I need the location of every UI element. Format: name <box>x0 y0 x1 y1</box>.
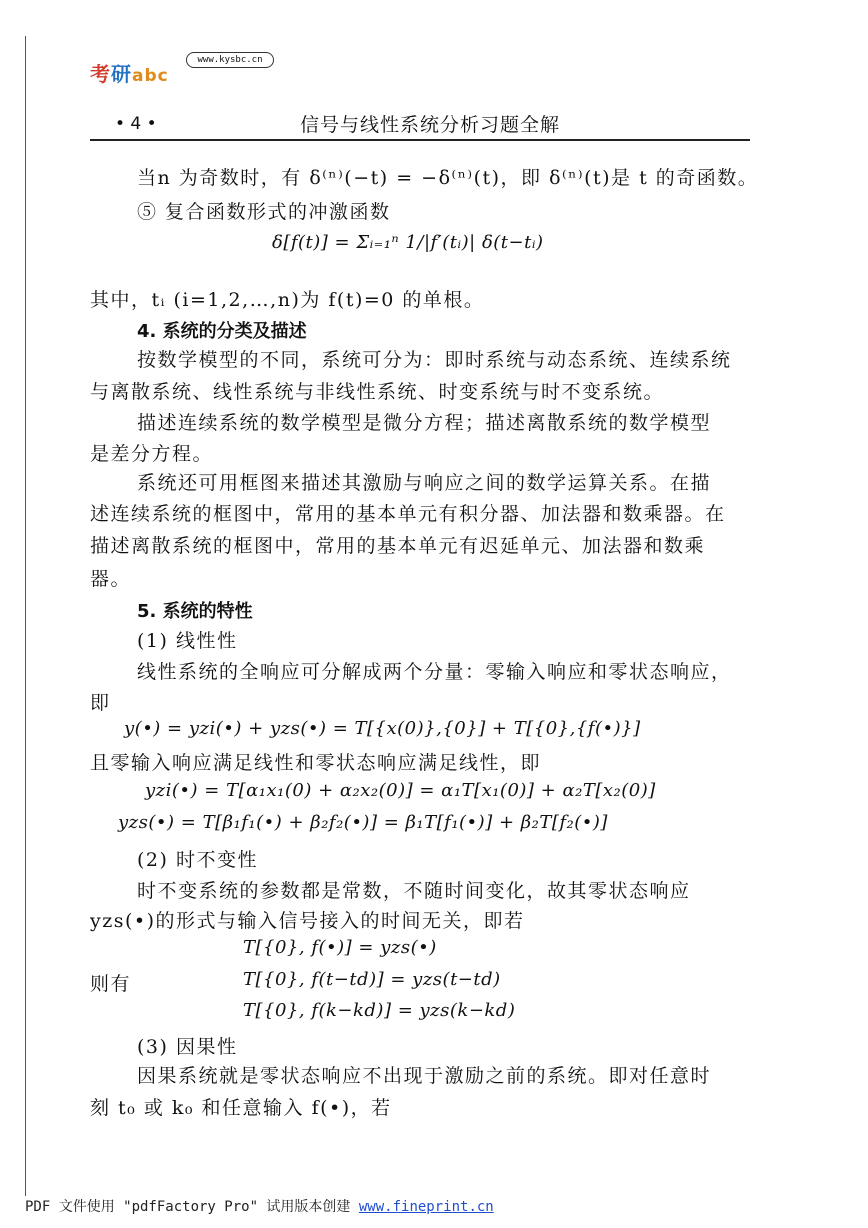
formula-line: yzs(•) = T[β₁f₁(•) + β₂f₂(•)] = β₁T[f₁(•)] + β₂T[f₂(•)] <box>118 812 608 833</box>
text-line: 其中，tᵢ (i=1,2,…,n)为 f(t)=0 的单根。 <box>90 289 485 311</box>
section-heading: 5. 系统的特性 <box>137 601 253 622</box>
section-heading: 4. 系统的分类及描述 <box>137 321 307 342</box>
logo-char-2: 研 <box>111 62 132 86</box>
text-line: 与离散系统、线性系统与非线性系统、时变系统与时不变系统。 <box>90 381 665 403</box>
text-line: 按数学模型的不同，系统可分为：即时系统与动态系统、连续系统 <box>137 349 732 371</box>
text-line: 当n 为奇数时，有 δ⁽ⁿ⁾(−t) = −δ⁽ⁿ⁾(t)，即 δ⁽ⁿ⁾(t)是 t 的奇函数。 <box>137 167 759 189</box>
text-line: 是差分方程。 <box>90 443 214 465</box>
text-line: 因果系统就是零状态响应不出现于激励之前的系统。即对任意时 <box>137 1065 712 1087</box>
left-margin-rule <box>25 36 26 1196</box>
logo-char-1: 考 <box>90 62 111 86</box>
subsection-heading: (3) 因果性 <box>137 1036 238 1058</box>
formula-line: T[{0}, f(k−kd)] = yzs(k−kd) <box>243 1000 516 1021</box>
text-line: 描述连续系统的数学模型是微分方程；描述离散系统的数学模型 <box>137 412 712 434</box>
formula-line: y(•) = yzi(•) + yzs(•) = T[{x(0)},{0}] + T[{0},{f(•)}] <box>124 718 641 739</box>
url-badge[interactable]: www.kysbc.cn <box>186 52 274 68</box>
text-line: 时不变系统的参数都是常数，不随时间变化，故其零状态响应 <box>137 880 691 902</box>
text-line: 且零输入响应满足线性和零状态响应满足线性，即 <box>90 752 542 774</box>
running-title: 信号与线性系统分析习题全解 <box>300 114 561 136</box>
subsection-heading: (2) 时不变性 <box>137 849 258 871</box>
text-line: 刻 t₀ 或 k₀ 和任意输入 f(•)，若 <box>90 1097 392 1119</box>
text-line: 描述离散系统的框图中，常用的基本单元有迟延单元、加法器和数乘 <box>90 535 706 557</box>
formula-line: yzi(•) = T[α₁x₁(0) + α₂x₂(0)] = α₁T[x₁(0)] + α₂T[x₂(0)] <box>145 780 656 801</box>
pdf-footer <box>25 1196 494 1216</box>
header-rule <box>90 139 750 141</box>
text-line: 器。 <box>90 568 132 590</box>
footer-link[interactable]: www.fineprint.cn <box>358 1199 494 1215</box>
text-line: 述连续系统的框图中，常用的基本单元有积分器、加法器和数乘器。在 <box>90 503 726 525</box>
text-line: yzs(•)的形式与输入信号接入的时间无关，即若 <box>90 910 525 932</box>
subsection-heading: (1) 线性性 <box>137 630 238 652</box>
footer-text: PDF 文件使用 "pdfFactory Pro" 试用版本创建 <box>25 1199 359 1215</box>
formula-line: δ[f(t)] = Σᵢ₌₁ⁿ 1/|f′(tᵢ)| δ(t−tᵢ) <box>272 232 544 253</box>
text-line: 即 <box>90 692 111 714</box>
text-line: 线性系统的全响应可分解成两个分量：零输入响应和零状态响应， <box>137 661 732 683</box>
logo <box>90 58 169 87</box>
formula-line: T[{0}, f(t−td)] = yzs(t−td) <box>243 969 501 990</box>
formula-line: T[{0}, f(•)] = yzs(•) <box>243 937 437 958</box>
text-line: ⑤ 复合函数形式的冲激函数 <box>137 201 391 223</box>
text-line: 则有 <box>90 973 132 995</box>
text-line: 系统还可用框图来描述其激励与响应之间的数学运算关系。在描 <box>137 472 712 494</box>
logo-char-3: abc <box>132 66 169 86</box>
page-number: • 4 • <box>115 114 157 134</box>
